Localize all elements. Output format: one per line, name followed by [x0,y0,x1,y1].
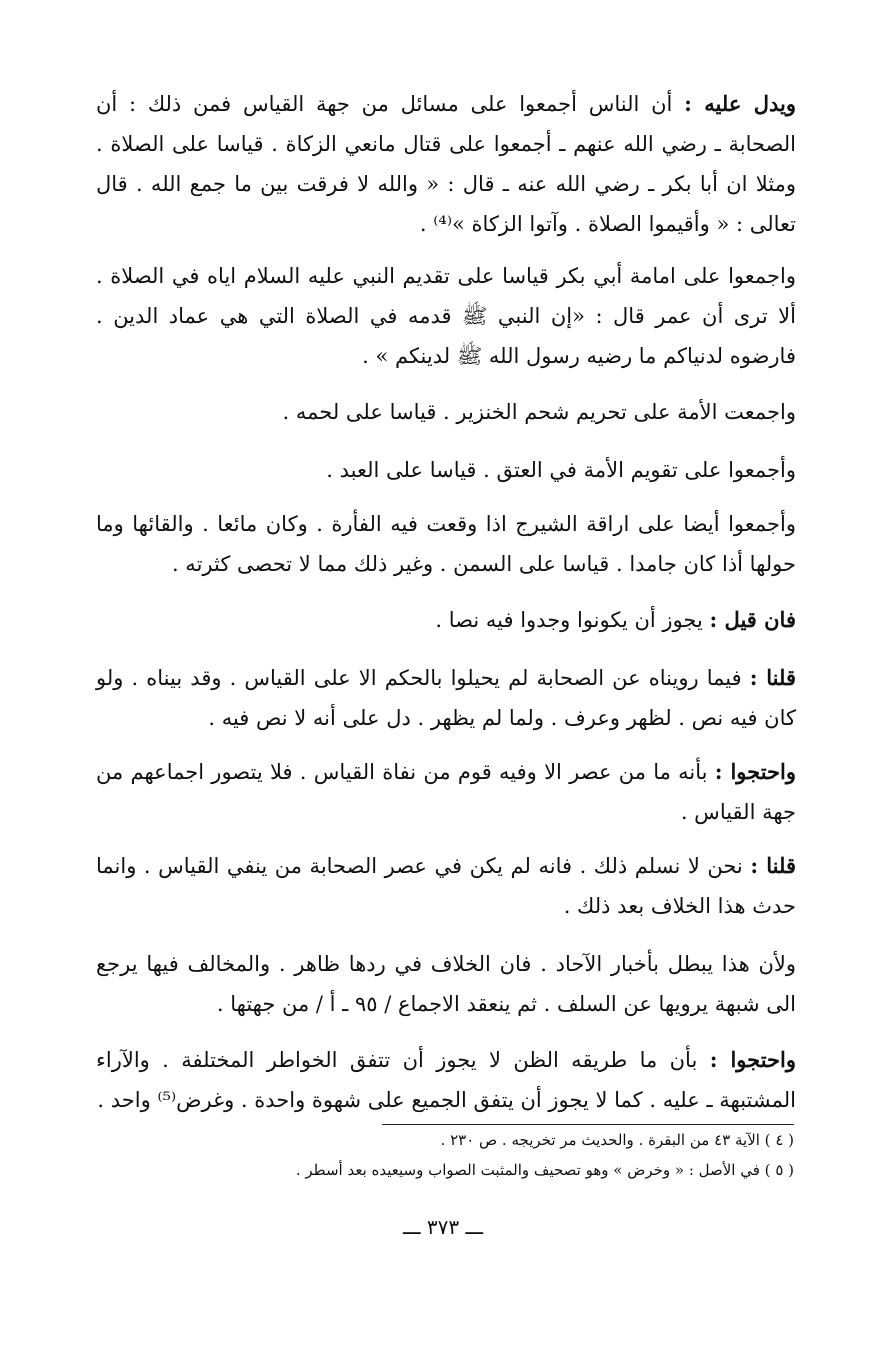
paragraph-11-lead: واحتجوا : [709,1047,796,1072]
paragraph-1-lead: ويدل عليه : [684,91,796,116]
page-number: ـــ ٣٧٣ ـــ [402,1215,484,1239]
paragraph-10 [96,944,796,1024]
paragraph-7 [96,658,796,738]
paragraph-8-lead: واحتجوا : [714,759,796,784]
paragraph-9 [96,846,796,926]
paragraph-1-text: أن الناس أجمعوا على مسائل من جهة القياس فمن ذلك : أن الصحابة ـ رضي الله عنهم ـ أجمعوا على قتال مانعي الزكاة . قياسا على الصلاة . ومثلا ان أبا بكر ـ رضي الله عنه ـ قال : « والله لا فرقت بين ما جمع الله . قال تعالى : « وأقيموا الصلاة . وآتوا الزكاة »⁽⁴⁾ . [96,92,796,236]
paragraph-3 [96,392,796,432]
paragraph-11-text: بأن ما طريقه الظن لا يجوز أن تتفق الخواطر المختلفة . والآراء المشتبهة ـ عليه . كما لا يجوز أن يتفق الجميع على شهوة واحدة . وغرض⁽⁵⁾ واحد . [96,1048,796,1112]
footnote-2: ( ٥ ) في الأصل : « وخرض » وهو تصحيف والمثبت الصواب وسيعيده بعد أسطر . [295,1161,794,1179]
paragraph-11 [96,1040,796,1120]
footnote-divider [382,1124,794,1125]
footnote-1: ( ٤ ) الآية ٤٣ من البقرة . والحديث مر تخريجه . ص ٢٣٠ . [440,1131,794,1149]
paragraph-5-text: وأجمعوا أيضا على اراقة الشيرج اذا وقعت فيه الفأرة . وكان مائعا . والقائها وما حولها أذا كان جامدا . قياسا على السمن . وغير ذلك مما لا تحصى كثرته . [96,512,796,576]
paragraph-1 [96,84,796,244]
paragraph-2 [96,256,796,376]
paragraph-6 [96,600,796,640]
paragraph-7-lead: قلنا : [749,665,796,690]
paragraph-10-text: ولأن هذا يبطل بأخبار الآحاد . فان الخلاف في ردها ظاهر . والمخالف فيها يرجع الى شبهة يرويها عن السلف . ثم ينعقد الاجماع / ٩٥ ـ أ / من جهتها . [96,952,796,1016]
paragraph-8 [96,752,796,832]
paragraph-4 [96,450,796,490]
paragraph-5 [96,504,796,584]
paragraph-3-text: واجمعت الأمة على تحريم شحم الخنزير . قياسا على لحمه . [282,400,796,424]
paragraph-4-text: وأجمعوا على تقويم الأمة في العتق . قياسا على العبد . [326,458,796,482]
paragraph-2-text: واجمعوا على امامة أبي بكر قياسا على تقديم النبي عليه السلام اياه في الصلاة . ألا ترى أن عمر قال : «إن النبي ﷺ قدمه في الصلاة التي هي عماد الدين . فارضوه لدنياكم ما رضيه رسول الله ﷺ لدينكم » . [96,264,796,368]
paragraph-8-text: بأنه ما من عصر الا وفيه قوم من نفاة القياس . فلا يتصور اجماعهم من جهة القياس . [96,760,796,824]
paragraph-7-text: فيما رويناه عن الصحابة لم يحيلوا بالحكم الا على القياس . وقد بيناه . ولو كان فيه نص . لظهر وعرف . ولما لم يظهر . دل على أنه لا نص فيه . [96,666,796,730]
paragraph-6-text: يجوز أن يكونوا وجدوا فيه نصا . [435,608,710,632]
paragraph-9-lead: قلنا : [750,853,796,878]
paragraph-9-text: نحن لا نسلم ذلك . فانه لم يكن في عصر الصحابة من ينفي القياس . وانما حدث هذا الخلاف بعد ذلك . [96,854,796,918]
paragraph-6-lead: فان قيل : [709,607,796,632]
